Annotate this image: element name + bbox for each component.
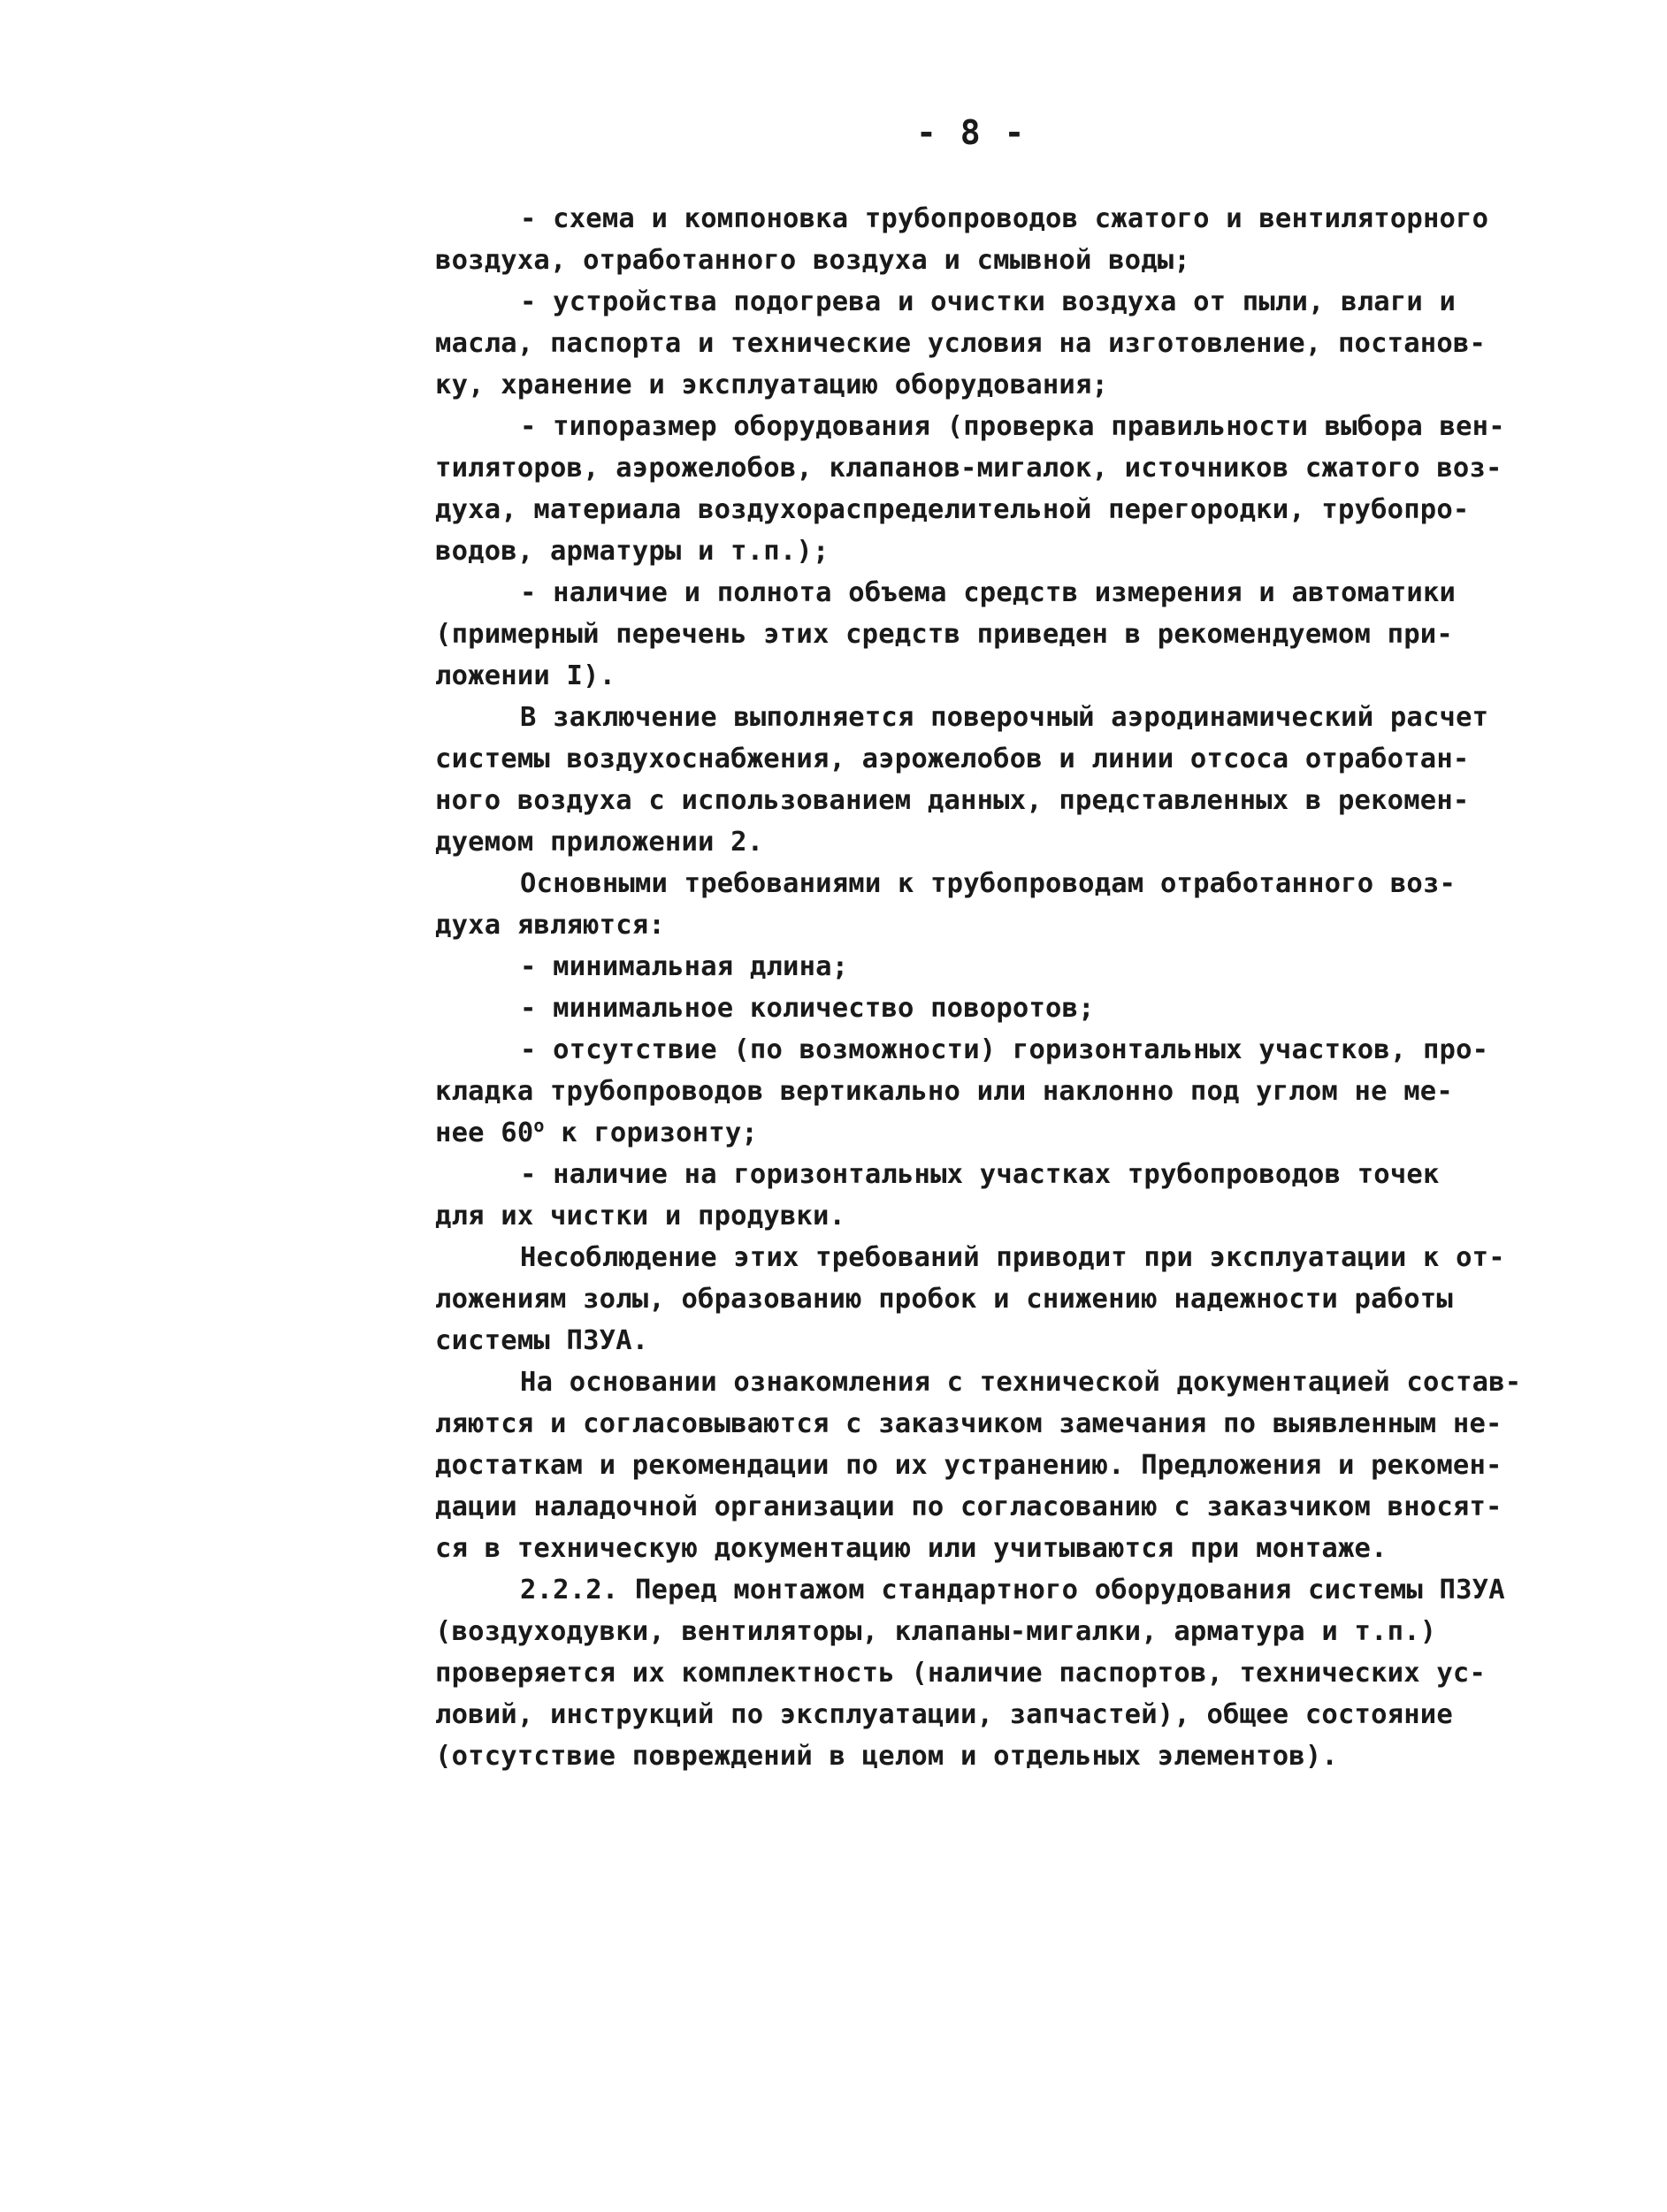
text-line xyxy=(435,1278,1585,1320)
text-line xyxy=(435,1071,1585,1112)
text-line xyxy=(435,281,1585,323)
text-line-content: ловий, инструкций по эксплуатации, запчастей), общее состояние xyxy=(435,1699,1453,1730)
text-line xyxy=(435,1029,1585,1071)
document-body xyxy=(435,198,1585,1777)
text-line-content: 2.2.2. Перед монтажом стандартного оборудования системы ПЗУА xyxy=(520,1575,1505,1606)
text-line-content: - схема и компоновка трубопроводов сжатого и вентиляторного xyxy=(520,203,1489,234)
text-line xyxy=(435,447,1585,489)
text-line xyxy=(435,1154,1585,1195)
text-line xyxy=(435,780,1585,821)
text-line-content: ложениям золы, образованию пробок и снижению надежности работы xyxy=(435,1284,1453,1315)
text-line xyxy=(435,1112,1585,1154)
text-line xyxy=(435,240,1585,281)
text-line-content: проверяется их комплектность (наличие паспортов, технических ус- xyxy=(435,1658,1487,1689)
text-line-content: достаткам и рекомендации по их устранению. Предложения и рекомен- xyxy=(435,1450,1503,1481)
text-line-content: масла, паспорта и технические условия на изготовление, постанов- xyxy=(435,328,1487,359)
page-number: - 8 - xyxy=(916,113,1027,152)
text-line-content: духа, материала воздухораспределительной перегородки, трубопро- xyxy=(435,494,1470,525)
text-line-content: духа являются: xyxy=(435,910,665,941)
text-line-content: дации наладочной организации по согласованию с заказчиком вносят- xyxy=(435,1491,1503,1522)
text-line xyxy=(435,1320,1585,1362)
text-line-content: ложении I). xyxy=(435,660,616,691)
text-line xyxy=(435,1403,1585,1445)
text-line-content: - типоразмер оборудования (проверка правильности выбора вен- xyxy=(520,411,1505,442)
text-line-content: В заключение выполняется поверочный аэродинамический расчет xyxy=(520,702,1489,733)
text-line-content: ся в техническую документацию или учитываются при монтаже. xyxy=(435,1533,1388,1564)
text-line xyxy=(435,946,1585,988)
text-line-content: ку, хранение и эксплуатацию оборудования; xyxy=(435,370,1109,400)
text-line-content: - наличие на горизонтальных участках трубопроводов точек xyxy=(520,1159,1440,1190)
text-line-content: - минимальная длина; xyxy=(520,951,849,982)
text-line xyxy=(435,1611,1585,1652)
text-line xyxy=(435,655,1585,697)
text-line-content: (отсутствие повреждений в целом и отдельных элементов). xyxy=(435,1741,1338,1772)
text-line xyxy=(435,614,1585,655)
text-line-content: для их чистки и продувки. xyxy=(435,1201,846,1232)
text-line-content: ного воздуха с использованием данных, представленных в рекомен- xyxy=(435,785,1470,816)
text-line-content: дуемом приложении 2. xyxy=(435,827,764,858)
text-line-content: кладка трубопроводов вертикально или наклонно под углом не ме- xyxy=(435,1076,1453,1107)
text-line xyxy=(435,988,1585,1029)
text-line-content: На основании ознакомления с технической документацией состав- xyxy=(520,1367,1522,1398)
text-line-content: - наличие и полнота объема средств измерения и автоматики xyxy=(520,577,1457,608)
text-line xyxy=(435,406,1585,447)
text-line-content: воздуха, отработанного воздуха и смывной воды; xyxy=(435,245,1190,276)
text-line-content: - отсутствие (по возможности) горизонтальных участков, про- xyxy=(520,1034,1489,1065)
text-line xyxy=(435,1195,1585,1237)
degree-superscript: о xyxy=(533,1114,545,1136)
text-line xyxy=(435,1735,1585,1777)
text-line xyxy=(435,323,1585,364)
text-line-content: тиляторов, аэрожелобов, клапанов-мигалок, источников сжатого воз- xyxy=(435,453,1503,484)
text-line-content: Несоблюдение этих требований приводит при эксплуатации к от- xyxy=(520,1242,1505,1273)
text-line-content: нее 60 xyxy=(435,1117,534,1148)
text-line-content: Основными требованиями к трубопроводам отработанного воз- xyxy=(520,868,1457,899)
text-line xyxy=(435,1237,1585,1278)
text-line xyxy=(435,1362,1585,1403)
text-line-content: - минимальное количество поворотов; xyxy=(520,993,1095,1024)
text-line-continuation: к горизонту; xyxy=(544,1117,758,1148)
text-line xyxy=(435,1694,1585,1735)
text-line xyxy=(435,863,1585,904)
text-line xyxy=(435,489,1585,530)
text-line xyxy=(435,821,1585,863)
text-line xyxy=(435,364,1585,406)
text-line xyxy=(435,738,1585,780)
text-line xyxy=(435,904,1585,946)
text-line-content: системы воздухоснабжения, аэрожелобов и линии отсоса отработан- xyxy=(435,744,1470,774)
text-line-content: - устройства подогрева и очистки воздуха от пыли, влаги и xyxy=(520,286,1457,317)
text-line-content: системы ПЗУА. xyxy=(435,1325,649,1356)
text-line xyxy=(435,697,1585,738)
text-line-content: (примерный перечень этих средств приведен в рекомендуемом при- xyxy=(435,619,1453,650)
text-line-content: ляются и согласовываются с заказчиком замечания по выявленным не- xyxy=(435,1408,1503,1439)
text-line xyxy=(435,198,1585,240)
text-line xyxy=(435,1486,1585,1528)
text-line xyxy=(435,1528,1585,1569)
text-line-content: водов, арматуры и т.п.); xyxy=(435,536,830,567)
text-line xyxy=(435,530,1585,572)
text-line xyxy=(435,1445,1585,1486)
text-line xyxy=(435,572,1585,614)
text-line xyxy=(435,1652,1585,1694)
text-line xyxy=(435,1569,1585,1611)
text-line-content: (воздуходувки, вентиляторы, клапаны-мигалки, арматура и т.п.) xyxy=(435,1616,1437,1647)
